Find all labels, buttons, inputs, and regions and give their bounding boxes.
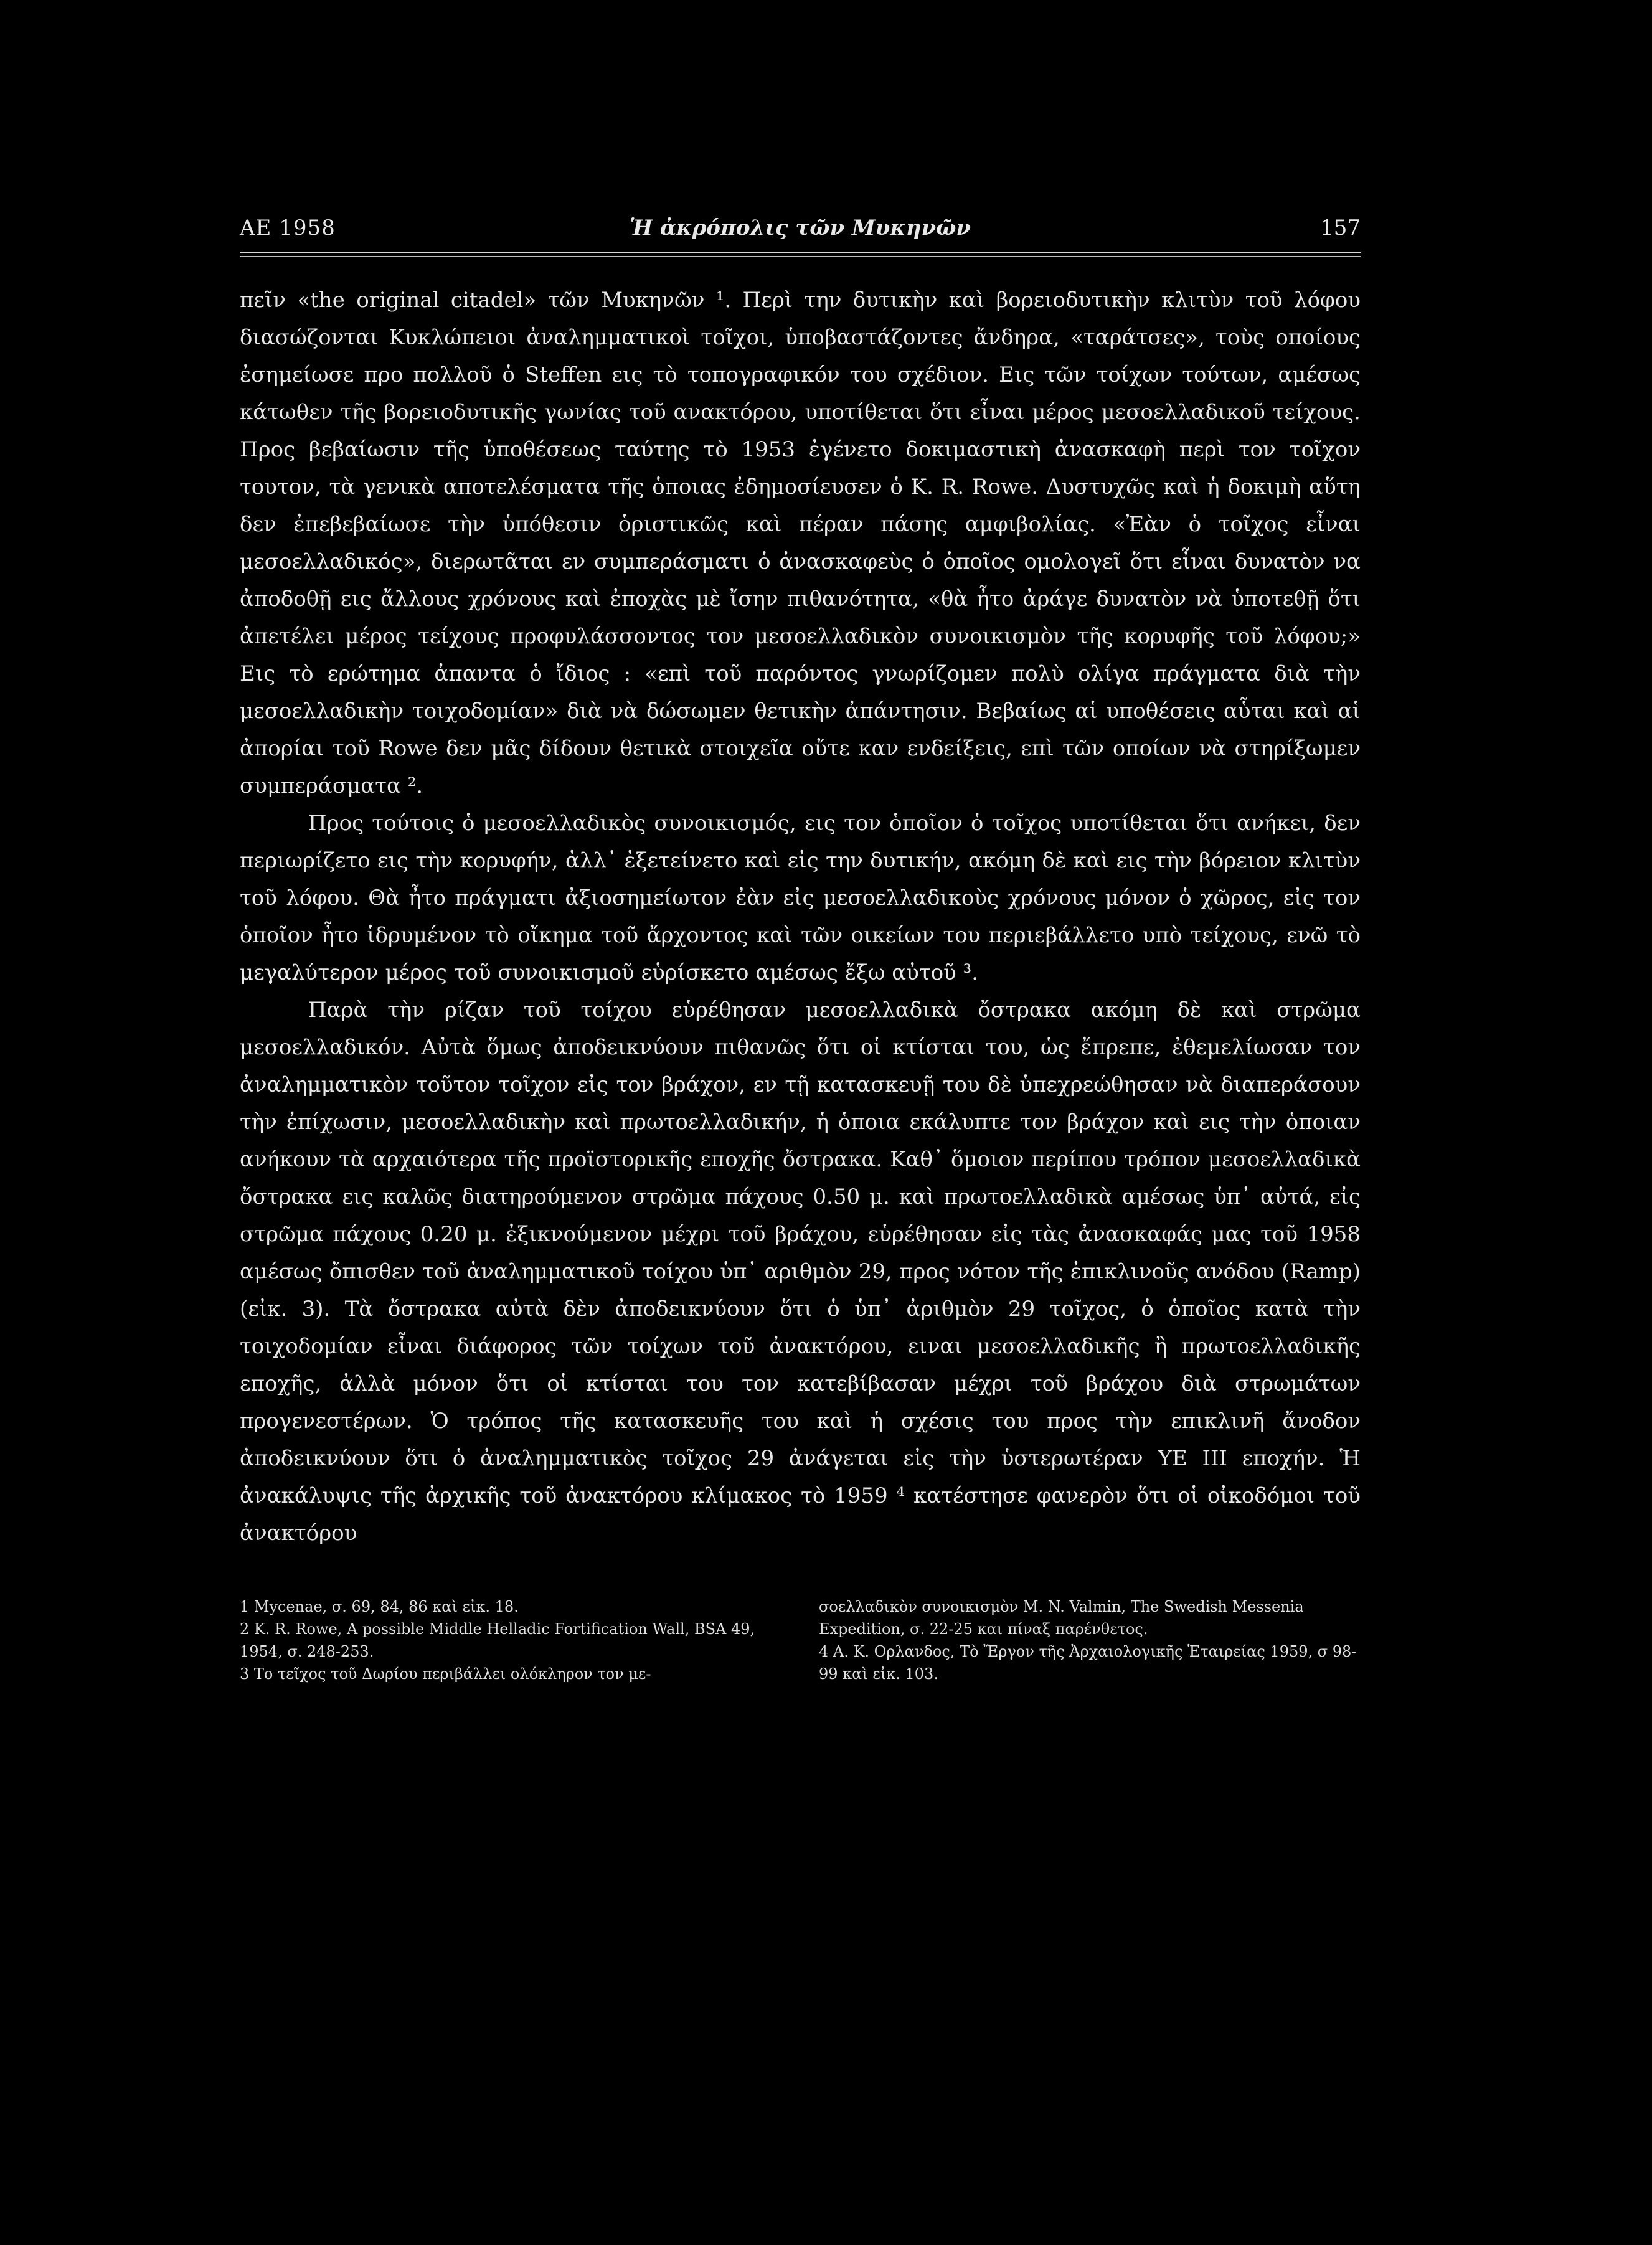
header-rule: [240, 252, 1361, 253]
footnote: 1 Mycenae, σ. 69, 84, 86 καὶ εἰκ. 18.: [240, 1598, 519, 1615]
header-rule-thin: [240, 256, 1361, 257]
running-title: Ἡ ἀκρόπολις τῶν Μυκηνῶν: [629, 215, 971, 240]
paragraph: πεῖν «the original citadel» τῶν Μυκηνῶν ¹. Περὶ την δυτικὴν καὶ βορειοδυτικὴν κλιτὺν τοῦ λόφου διασώζονται Κυκλώπειοι ἀναλημματικοὶ τοῖχοι, ὑποβαστάζοντες ἄνδηρα, «ταράτσες», τοὺς οποίους ἐσημείωσε προ πολλοῦ ὁ Steffen εις τὸ τοπογραφικόν του σχέδιον. Εις τῶν τοίχων τούτων, αμέσως κάτωθεν τῆς βορειοδυτικῆς γωνίας τοῦ ανακτόρου, υποτίθεται ὅτι εἶναι μέρος μεσοελλαδικοῦ τείχους. Προς βεβαίωσιν τῆς ὑποθέσεως ταύτης τὸ 1953 ἐγένετο δοκιμαστικὴ ἀνασκαφὴ περὶ τον τοῖχον τουτον, τὰ γενικὰ αποτελέσματα τῆς ὁποιας ἐδημοσίευσεν ὁ K. R. Rowe. Δυστυχῶς καὶ ἡ δοκιμὴ αὕτη δεν ἐπεβεβαίωσε τὴν ὑπόθεσιν ὁριστικῶς καὶ πέραν πάσης αμφιβολίας. «Ἐὰν ὁ τοῖχος εἶναι μεσοελλαδικός», διερωτᾶται εν συμπεράσματι ὁ ἀνασκαφεὺς ὁ ὁποῖος ομολογεῖ ὅτι εἶναι δυνατὸν να ἀποδοθῇ εις ἄλλους χρόνους καὶ ἐποχὰς μὲ ἴσην πιθανότητα, «θὰ ἦτο ἀράγε δυνατὸν νὰ ὑποτεθῇ ὅτι ἀπετέλει μέρος τείχους προφυλάσσοντος τον μεσοελλαδικὸν συνοικισμὸν τῆς κορυφῆς τοῦ λόφου;» Εις τὸ ερώτημα ἀπαντα ὁ ἴδιος : «επὶ τοῦ παρόντος γνωρίζομεν πολὺ ολίγα πράγματα διὰ τὴν μεσοελλαδικὴν τοιχοδομίαν» διὰ νὰ δώσωμεν θετικὴν ἀπάντησιν. Βεβαίως αἱ υποθέσεις αὗται καὶ αἱ ἀπορίαι τοῦ Rowe δεν μᾶς δίδουν θετικὰ στοιχεῖα οὔτε καν ενδείξεις, επὶ τῶν οποίων νὰ στηρίξωμεν συμπεράσματα ².: [240, 288, 1361, 798]
footnote: σοελλαδικὸν συνοικισμὸν M. N. Valmin, The Swedish Messenia Expedition, σ. 22-25 και πίναξ παρένθετος.: [819, 1598, 1304, 1638]
page-number: 157: [1320, 215, 1361, 240]
paragraph: Παρὰ τὴν ρίζαν τοῦ τοίχου εὑρέθησαν μεσοελλαδικὰ ὄστρακα ακόμη δὲ καὶ στρῶμα μεσοελλαδικόν. Αὐτὰ ὅμως ἀποδεικνύουν πιθανῶς ὅτι οἱ κτίσται του, ὡς ἔπρεπε, ἐθεμελίωσαν τον ἀναλημματικὸν τοῦτον τοῖχον εἰς τον βράχον, εν τῇ κατασκευῇ του δὲ ὑπεχρεώθησαν νὰ διαπεράσουν τὴν ἐπίχωσιν, μεσοελλαδικὴν καὶ πρωτοελλαδικήν, ἡ ὁποια εκάλυπτε τον βράχον καὶ εις τὴν ὁποιαν ανήκουν τὰ αρχαιότερα τῆς προϊστορικῆς εποχῆς ὄστρακα. Καθ᾽ ὅμοιον περίπου τρόπον μεσοελλαδικὰ ὄστρακα εις καλῶς διατηρούμενον στρῶμα πάχους 0.50 μ. καὶ πρωτοελλαδικὰ αμέσως ὑπ᾽ αὐτά, εἰς στρῶμα πάχους 0.20 μ. ἐξικνούμενον μέχρι τοῦ βράχου, εὑρέθησαν εἰς τὰς ἀνασκαφάς μας τοῦ 1958 αμέσως ὄπισθεν τοῦ ἀναλημματικοῦ τοίχου ὑπ᾽ αριθμὸν 29, προς νότον τῆς ἐπικλινοῦς ανόδου (Ramp) (εἰκ. 3). Τὰ ὄστρακα αὐτὰ δὲν ἀποδεικνύουν ὅτι ὁ ὑπ᾽ ἀριθμὸν 29 τοῖχος, ὁ ὁποῖος κατὰ τὴν τοιχοδομίαν εἶναι διάφορος τῶν τοίχων τοῦ ἀνακτόρου, ειναι μεσοελλαδικῆς ἢ πρωτοελλαδικῆς εποχῆς, ἀλλὰ μόνον ὅτι οἱ κτίσται του τον κατεβίβασαν μέχρι τοῦ βράχου διὰ στρωμάτων προγενεστέρων. Ὁ τρόπος τῆς κατασκευῆς του καὶ ἡ σχέσις του προς τὴν επικλινῆ ἄνοδον ἀποδεικνύουν ὅτι ὁ ἀναλημματικὸς τοῖχος 29 ἀνάγεται εἰς τὴν ὑστερωτέραν ΥΕ ΙΙΙ εποχήν. Ἡ ἀνακάλυψις τῆς ἀρχικῆς τοῦ ἀνακτόρου κλίμακος τὸ 1959 ⁴ κατέστησε φανερὸν ὅτι οἱ οἰκοδόμοι τοῦ ἀνακτόρου: [240, 998, 1361, 1546]
footnotes-right-column: [819, 1595, 1361, 1685]
footnotes-left-column: [240, 1595, 781, 1685]
footnote: 2 K. R. Rowe, A possible Middle Helladic Fortification Wall, BSA 49, 1954, σ. 248-253.: [240, 1620, 755, 1660]
running-head: [240, 210, 1361, 245]
footnote: 3 Το τεῖχος τοῦ Δωρίου περιβάλλει ολόκληρον τον με-: [240, 1665, 651, 1683]
article-body: [240, 281, 1361, 1552]
paragraph: Προς τούτοις ὁ μεσοελλαδικὸς συνοικισμός, εις τον ὁποῖον ὁ τοῖχος υποτίθεται ὅτι ανήκει, δεν περιωρίζετο εις τὴν κορυφήν, ἀλλ᾽ ἐξετείνετο καὶ εἰς την δυτικήν, ακόμη δὲ καὶ εις τὴν βόρειον κλιτὺν τοῦ λόφου. Θὰ ἦτο πράγματι ἀξιοσημείωτον ἐὰν εἰς μεσοελλαδικοὺς χρόνους μόνον ὁ χῶρος, εἰς τον ὁποῖον ἦτο ἱδρυμένον τὸ οἴκημα τοῦ ἄρχοντος καὶ τῶν οικείων του περιεβάλλετο υπὸ τείχους, ενῶ τὸ μεγαλύτερον μέρος τοῦ συνοικισμοῦ εὑρίσκετο αμέσως ἔξω αὐτοῦ ³.: [240, 811, 1361, 985]
footnotes: [240, 1595, 1361, 1685]
text-column: [240, 210, 1361, 1685]
journal-volume: ΑΕ 1958: [240, 215, 336, 240]
footnote: 4 Α. Κ. Ορλανδος, Τὸ Ἔργον τῆς Ἀρχαιολογικῆς Ἑταιρείας 1959, σ 98-99 καὶ εἰκ. 103.: [819, 1643, 1357, 1683]
